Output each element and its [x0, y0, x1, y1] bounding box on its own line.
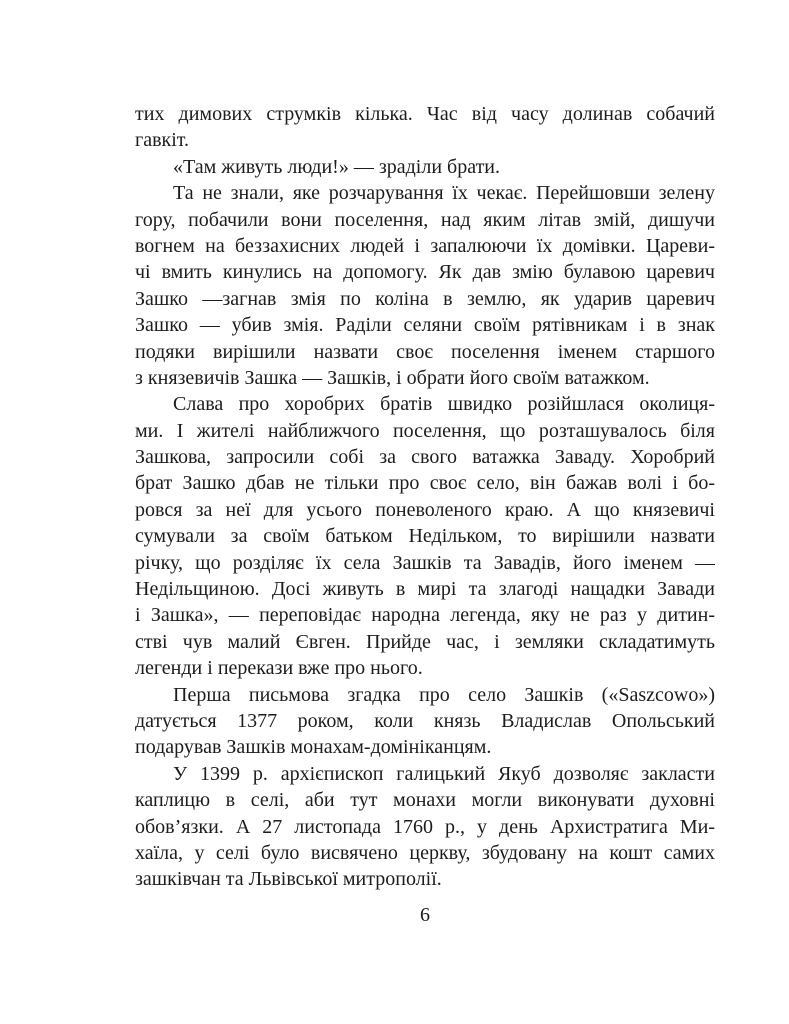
- paragraph: [135, 761, 715, 893]
- text-line: з князевичів Зашка — Зашків, і обрати його своїм ватажком.: [135, 366, 650, 389]
- text-line: Зашко —загнав змія по коліна в землю, як ударив царевич: [135, 287, 715, 310]
- text-line: зашківчан та Львівської митрополії.: [135, 868, 442, 891]
- text-line: каплицю в селі, аби тут монахи могли виконувати духовні: [135, 789, 715, 812]
- text-line: У 1399 р. архієпископ галицький Якуб дозволяє закласти: [173, 762, 715, 785]
- text-line: брат Зашко дбав не тільки про своє село, він бажав волі і бо-: [135, 472, 715, 495]
- text-line: Зашкова, запросили собі за свого ватажка Заваду. Хоробрий: [135, 446, 715, 469]
- paragraph: [135, 391, 715, 681]
- text-line: хаїла, у селі було висвячено церкву, збудовану на кошт самих: [135, 841, 715, 864]
- text-line: «Там живуть люди!» — зраділи брати.: [173, 155, 501, 178]
- paragraph: [135, 682, 715, 761]
- text-line: ми. І жителі найближчого поселення, що розташувалось біля: [135, 419, 715, 442]
- text-line: чі вмить кинулись на допомогу. Як дав змію булавою царевич: [135, 261, 715, 284]
- text-line: Та не знали, яке розчарування їх чекає. Перейшовши зелену: [173, 182, 715, 205]
- text-line: обов’язки. А 27 листопада 1760 р., у день Архистратига Ми-: [135, 815, 715, 838]
- page-text: [135, 101, 715, 893]
- text-line: і Зашка», — переповідає народна легенда, яку не раз у дитин-: [135, 604, 715, 627]
- text-line: Слава про хоробрих братів швидко розійшлася околиця-: [173, 393, 715, 416]
- text-line: Перша письмова згадка про село Зашків («Saszcowo»): [173, 683, 715, 706]
- text-line: сумували за своїм батьком Недільком, то вирішили назвати: [135, 525, 715, 548]
- text-line: вогнем на беззахисних людей і запалюючи їх домівки. Цареви-: [135, 234, 715, 257]
- text-line: датується 1377 роком, коли князь Владислав Опольський: [135, 709, 715, 732]
- text-line: стві чув малий Євген. Прийде час, і земляки складатимуть: [135, 630, 715, 653]
- text-line: річку, що розділяє їх села Зашків та Завадів, його іменем —: [135, 551, 715, 574]
- text-line: гавкіт.: [135, 129, 190, 152]
- text-line: подяки вирішили назвати своє поселення іменем старшого: [135, 340, 715, 363]
- paragraph: [135, 180, 715, 391]
- text-line: легенди і перекази вже про нього.: [135, 657, 423, 680]
- text-line: Недільщиною. Досі живуть в мирі та злагоді нащадки Завади: [135, 578, 715, 601]
- page-number: 6: [420, 904, 430, 926]
- text-line: гору, побачили вони поселення, над яким літав змій, дишучи: [135, 208, 715, 231]
- paragraph: [135, 154, 715, 180]
- paragraph: [135, 101, 715, 154]
- text-line: подарував Зашків монахам-домініканцям.: [135, 736, 492, 759]
- text-line: Зашко — убив змія. Раділи селяни своїм рятівникам і в знак: [135, 314, 715, 337]
- text-line: ровся за неї для усього поневоленого краю. А що князевичі: [135, 498, 715, 521]
- text-line: тих димових струмків кілька. Час від часу долинав собачий: [135, 103, 715, 125]
